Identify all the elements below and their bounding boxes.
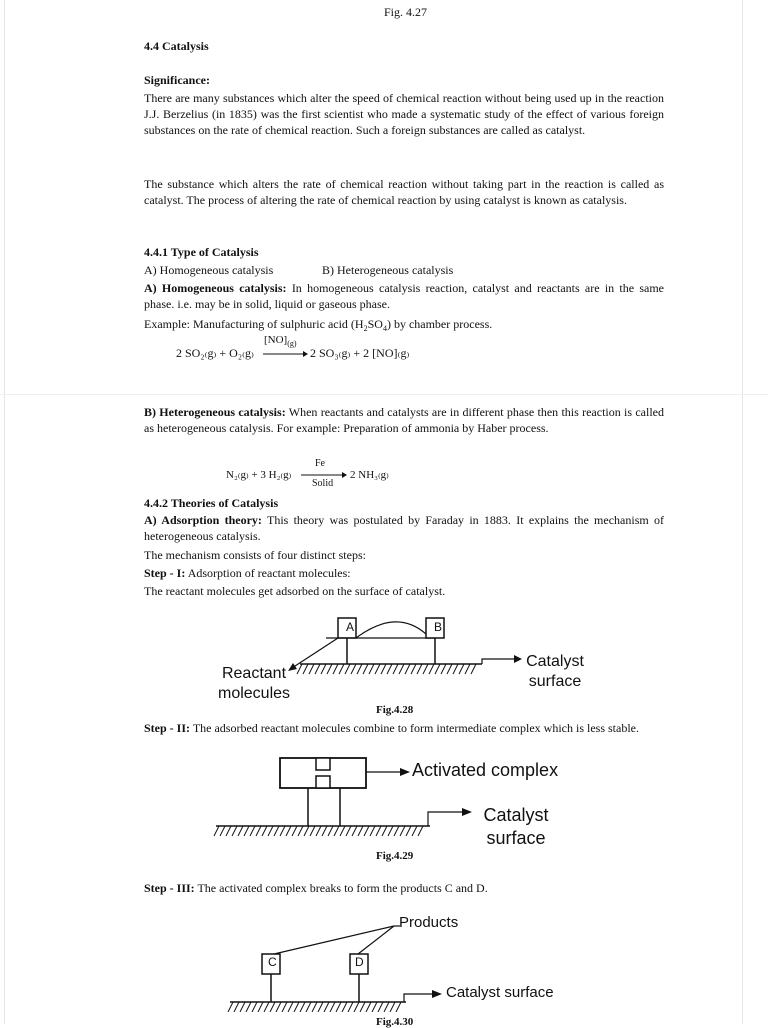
example-text: Example: Manufacturing of sulphuric acid (H	[144, 317, 364, 331]
eq1-catalyst-text: [NO]	[264, 334, 288, 346]
example-sub: 2	[363, 324, 368, 333]
fig-caption-4-28: Fig.4.28	[376, 704, 414, 716]
page-edge-left	[4, 0, 5, 1024]
reactant-label-line2: molecules	[217, 685, 291, 702]
example-sub: 4	[382, 324, 387, 333]
page-edge-right	[742, 0, 743, 1024]
significance-paragraph: There are many substances which alter the speed of chemical reaction without being used up in the reaction J.J. Berzelius (in 1835) was the first scientist who made a systematic study of the effect of various foreign substances on the rate of chemical reaction. Such a foreign substances are called as catalyst.	[144, 91, 664, 137]
step1-text: Adsorption of reactant molecules:	[187, 566, 351, 580]
surface-label-line2: surface	[486, 828, 546, 848]
eq1-left: 2 SO₂₍g₎ + O₂₍g₎	[176, 346, 254, 360]
adsorption-paragraph	[144, 512, 664, 544]
step1-label: Step - I:	[144, 566, 186, 580]
eq1-catalyst-state: (g)	[287, 339, 297, 349]
reactant-label-line1: Reactant	[221, 665, 287, 682]
significance-heading: Significance:	[144, 73, 210, 87]
activated-complex-label: Activated complex	[412, 760, 559, 780]
reactant-molecules-label	[212, 664, 296, 704]
eq2-solid: Solid	[312, 478, 334, 489]
step3-label: Step - III:	[144, 881, 195, 895]
theories-heading: 4.4.2 Theories of Catalysis	[144, 496, 279, 510]
heterogeneous-paragraph	[144, 404, 664, 436]
surface-label-line2: surface	[528, 673, 582, 690]
adsorption-term: A) Adsorption theory:	[144, 513, 262, 527]
eq2-left: N₂₍g₎ + 3 H₂₍g₎	[226, 469, 292, 481]
example-text: SO	[367, 317, 383, 331]
heterogeneous-text: When reactants and catalysts are in different phase then this reaction is called as heterogeneous catalysis. For example: Preparation of ammonia by Haber process.	[144, 405, 664, 435]
products-label: Products	[399, 914, 459, 931]
fig-caption-4-30: Fig.4.30	[376, 1016, 414, 1028]
heterogeneous-term: B) Heterogeneous catalysis:	[144, 405, 286, 419]
adsorption-text: This theory was postulated by Faraday in 1883. It explains the mechanism of heterogeneous catalysis.	[144, 513, 664, 543]
catalyst-surface-label-3: Catalyst surface	[446, 984, 554, 1001]
homogeneous-paragraph	[144, 280, 664, 312]
section-heading: 4.4 Catalysis	[144, 39, 209, 53]
type-b-label: B) Heterogeneous catalysis	[322, 263, 454, 277]
definition-paragraph: The substance which alters the rate of chemical reaction without taking part in the reaction is called as catalyst. The process of altering the rate of chemical reaction by using catalyst is known as catalysis.	[144, 177, 664, 207]
mechanism-line: The mechanism consists of four distinct steps:	[144, 548, 366, 562]
step2-label: Step - II:	[144, 721, 191, 735]
step3-text: The activated complex breaks to form the products C and D.	[197, 881, 488, 895]
product-d-label: D	[355, 955, 364, 969]
eq2-right: 2 NH₃₍g₎	[350, 469, 389, 481]
step3-line	[144, 880, 488, 896]
surface-label-line1: Catalyst	[483, 805, 549, 825]
eq1-arrow	[262, 346, 308, 360]
step2-text: The adsorbed reactant molecules combine to form intermediate complex which is less stable.	[192, 721, 639, 735]
scan-divider	[0, 394, 768, 395]
product-c-label: C	[268, 955, 277, 969]
step1-description: The reactant molecules get adsorbed on the surface of catalyst.	[144, 584, 446, 598]
catalyst-surface-label-2	[476, 804, 556, 850]
fig-caption-4-29: Fig.4.29	[376, 850, 414, 862]
catalyst-surface-label	[521, 652, 589, 692]
surface-label-line1: Catalyst	[526, 653, 584, 670]
homogeneous-text: In homogeneous catalysis reaction, catalyst and reactants are in the same phase. i.e. may be in solid, liquid or gaseous phase.	[144, 281, 665, 311]
step2-paragraph	[144, 720, 664, 736]
homogeneous-example	[144, 316, 492, 337]
molecule-a-label: A	[346, 620, 355, 634]
fig-caption-4-27: Fig. 4.27	[384, 5, 428, 19]
eq1-right: 2 SO₃₍g₎ + 2 [NO]₍g₎	[310, 346, 410, 360]
equation-1	[176, 346, 254, 361]
molecule-b-label: B	[434, 620, 443, 634]
eq2-catalyst: Fe	[315, 458, 325, 469]
example-text: ) by chamber process.	[386, 317, 493, 331]
type-a-label: A) Homogeneous catalysis	[144, 263, 274, 277]
type-heading: 4.4.1 Type of Catalysis	[144, 245, 259, 259]
homogeneous-term: A) Homogeneous catalysis:	[144, 281, 287, 295]
step1-line	[144, 565, 351, 581]
